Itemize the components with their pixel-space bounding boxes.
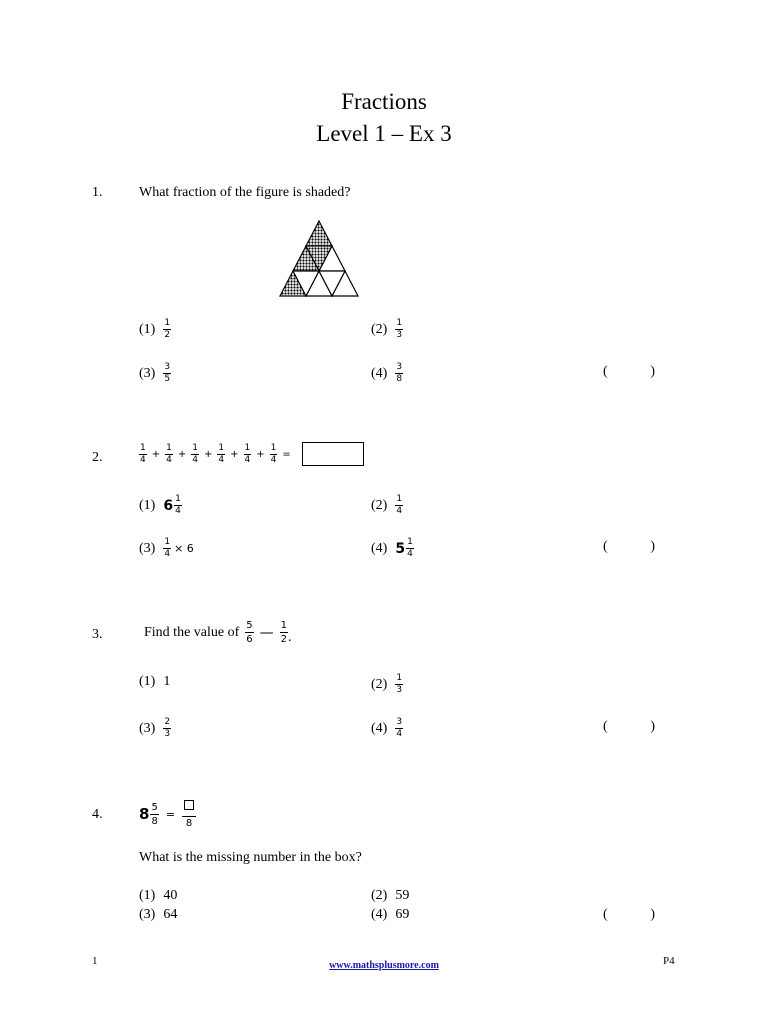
mixed-number: 8 $\frac{5}{8}$ (139, 801, 158, 827)
answer-box[interactable] (302, 442, 364, 466)
plus-sign: + (177, 448, 187, 460)
fraction: $\frac{1}{4}$ (192, 442, 198, 465)
q2-option-3[interactable]: (3) $\frac{1}{4}$ × 6 (139, 537, 194, 559)
q4-number: 4. (92, 807, 103, 822)
fraction: $\frac{1}{4}$ (140, 442, 146, 465)
q1-option-1[interactable] (139, 318, 171, 341)
page-subtitle: Level 1 – Ex 3 (316, 121, 452, 146)
fraction: $\frac{3}{5}$ (164, 362, 171, 384)
q3-question: Find the value of $\frac{5}{6}$ — $\frac{1}{2}$ . (144, 620, 292, 645)
option-label: (4) (371, 365, 388, 381)
q4-option-1[interactable]: (1) 40 (139, 888, 178, 903)
q2-number: 2. (92, 450, 103, 465)
plus-sign: + (151, 448, 161, 460)
option-label: (1) (139, 321, 156, 337)
equals-sign: = (165, 807, 176, 821)
q3-number: 3. (92, 627, 103, 642)
shaded-region (306, 221, 332, 246)
q3-option-2[interactable]: (2) $\frac{1}{3}$ (371, 673, 403, 695)
fraction-with-blank: 8 (182, 798, 196, 830)
shaded-triangle-figure (278, 220, 362, 298)
plus-sign: + (203, 448, 213, 460)
q4-equation (139, 798, 196, 830)
q3-option-1[interactable]: (1) 1 (139, 674, 171, 689)
fraction: $\frac{1}{2}$ (280, 620, 288, 645)
q1-option-3[interactable] (139, 362, 171, 385)
equals-sign: = (282, 448, 291, 460)
q2-option-1[interactable]: (1) 6 $\frac{1}{4}$ (139, 494, 181, 516)
plus-sign: + (256, 448, 265, 460)
fraction: $\frac{1}{4}$ (166, 442, 172, 465)
q4-question: What is the missing number in the box? (139, 850, 362, 865)
q3-option-3[interactable]: (3) $\frac{2}{3}$ (139, 717, 171, 739)
q2-expression (139, 442, 364, 466)
q1-option-4[interactable] (371, 362, 403, 385)
mixed-number: 6 $\frac{1}{4}$ (163, 494, 181, 516)
minus-sign: — (259, 624, 274, 641)
fraction: $\frac{1}{4}$ (270, 442, 277, 465)
q2-option-2[interactable]: (2) $\frac{1}{4}$ (371, 494, 403, 516)
fraction: $\frac{3}{4}$ (396, 717, 403, 739)
fraction-times-expression: $\frac{1}{4}$ × 6 (164, 537, 194, 559)
q4-option-4[interactable]: (4) 69 (371, 907, 410, 922)
q3-option-4[interactable]: (4) $\frac{3}{4}$ (371, 717, 403, 739)
fraction: $\frac{1}{3}$ (396, 673, 403, 695)
footer-link-wrap (0, 955, 768, 973)
q3-answer-bracket[interactable]: ( ) (603, 719, 655, 734)
website-link[interactable]: www.mathsplusmore.com (329, 960, 439, 971)
q4-option-3[interactable]: (3) 64 (139, 907, 178, 922)
fraction: $\frac{1}{4}$ (244, 442, 251, 465)
fraction: $\frac{1}{4}$ (218, 442, 225, 465)
fraction: $\frac{1}{4}$ (396, 494, 403, 516)
fraction: $\frac{1}{3}$ (396, 318, 403, 340)
q2-option-4[interactable]: (4) 5 $\frac{1}{4}$ (371, 537, 413, 559)
q2-answer-bracket[interactable]: ( ) (603, 539, 655, 554)
fraction: $\frac{1}{2}$ (164, 318, 171, 340)
q4-option-2[interactable]: (2) 59 (371, 888, 410, 903)
fraction: $\frac{2}{3}$ (164, 717, 171, 739)
option-value: 1 (163, 674, 171, 689)
plus-sign: + (230, 448, 239, 460)
option-label: (3) (139, 365, 156, 381)
q4-answer-bracket[interactable]: ( ) (603, 907, 655, 922)
q1-option-2[interactable] (371, 318, 403, 341)
option-label: (2) (371, 321, 388, 337)
mixed-number: 5 $\frac{1}{4}$ (395, 537, 413, 559)
page-number: 1 (92, 955, 98, 967)
q1-answer-bracket[interactable]: ( ) (603, 364, 655, 379)
q1-number: 1. (92, 185, 103, 200)
page-title: Fractions (341, 89, 427, 114)
q1-question: What fraction of the figure is shaded? (139, 185, 351, 200)
document-code: P4 (663, 955, 675, 967)
missing-number-box[interactable] (184, 800, 194, 810)
fraction: $\frac{5}{6}$ (246, 620, 253, 645)
fraction: $\frac{3}{8}$ (396, 362, 403, 384)
